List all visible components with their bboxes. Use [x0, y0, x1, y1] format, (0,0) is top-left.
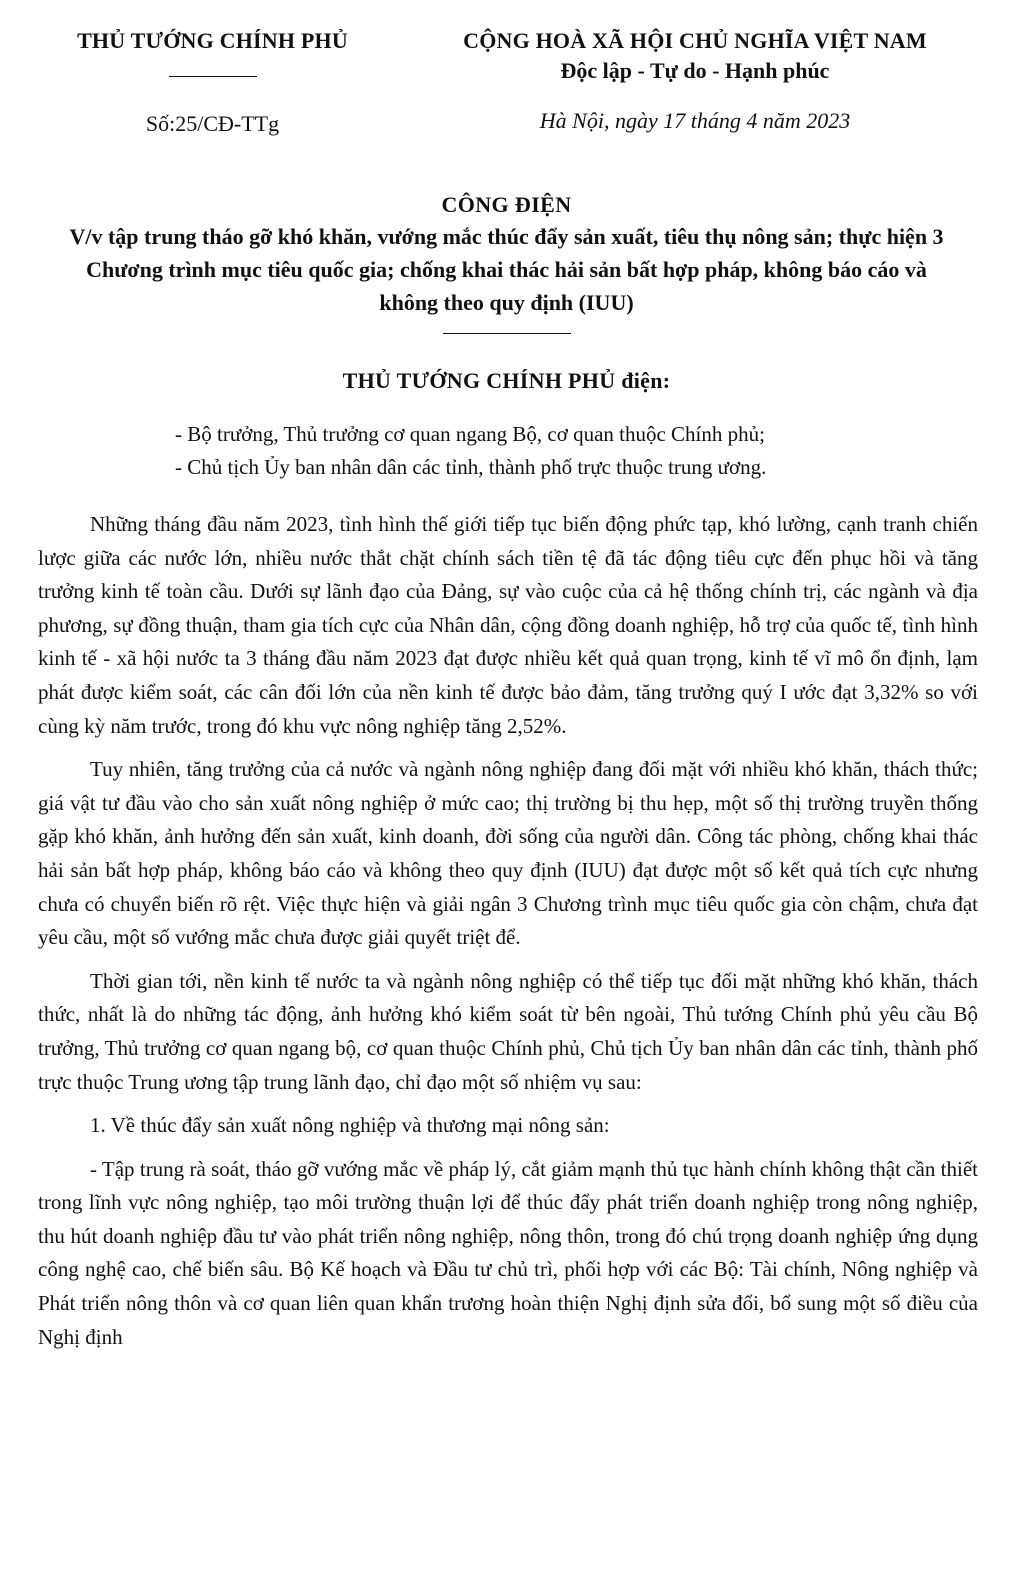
national-title: CỘNG HOÀ XÃ HỘI CHỦ NGHĨA VIỆT NAM — [463, 28, 927, 53]
place-and-date: Hà Nội, ngày 17 tháng 4 năm 2023 — [539, 108, 851, 133]
document-type: CÔNG ĐIỆN — [441, 192, 572, 217]
section-heading: 1. Về thúc đẩy sản xuất nông nghiệp và thương mại nông sản: — [90, 1113, 610, 1138]
title-block — [40, 192, 973, 334]
agency-underline — [169, 76, 257, 77]
body-paragraph: Thời gian tới, nền kinh tế nước ta và ngành nông nghiệp có thể tiếp tục đối mặt những khó khăn, thách thức, nhất là do những tác động, ảnh hưởng khó kiểm soát từ bên ngoài, Thủ tướng Chính phủ yêu cầu Bộ trưởng, Thủ trưởng cơ quan ngang bộ, cơ quan thuộc Chính phủ, Chủ tịch Ủy ban nhân dân các tỉnh, thành phố trực thuộc Trung ương tập trung lãnh đạo, chỉ đạo một số nhiệm vụ sau: — [38, 968, 978, 1094]
document-body — [38, 508, 978, 1364]
issuing-agency: THỦ TƯỚNG CHÍNH PHỦ — [77, 28, 348, 53]
addresser-line: THỦ TƯỚNG CHÍNH PHỦ điện: — [342, 368, 671, 393]
body-paragraph: - Tập trung rà soát, tháo gỡ vướng mắc về pháp lý, cắt giảm mạnh thủ tục hành chính không thật cần thiết trong lĩnh vực nông nghiệp, tạo môi trường thuận lợi để thúc đẩy phát triển doanh nghiệp trong nông nghiệp, thu hút doanh nghiệp đầu tư vào phát triển nông nghiệp, nông thôn, trong đó chú trọng doanh nghiệp ứng dụng công nghệ cao, chế biến sâu. Bộ Kế hoạch và Đầu tư chủ trì, phối hợp với các Bộ: Tài chính, Nông nghiệp và Phát triển nông thôn và cơ quan liên quan khẩn trương hoàn thiện Nghị định sửa đổi, bổ sung một số điều của Nghị định — [38, 1156, 978, 1349]
body-paragraph: Tuy nhiên, tăng trưởng của cả nước và ngành nông nghiệp đang đối mặt với nhiều khó khăn, thách thức; giá vật tư đầu vào cho sản xuất nông nghiệp ở mức cao; thị trường bị thu hẹp, một số thị trường truyền thống gặp khó khăn, ảnh hưởng đến sản xuất, kinh doanh, đời sống của người dân. Công tác phòng, chống khai thác hải sản bất hợp pháp, không báo cáo và không theo quy định (IUU) đạt được một số kết quả tích cực nhưng chưa có chuyển biến rõ rệt. Việc thực hiện và giải ngân 3 Chương trình mục tiêu quốc gia còn chậm, chưa đạt yêu cầu, một số vướng mắc chưa được giải quyết triệt để. — [38, 757, 978, 950]
title-divider — [443, 333, 571, 334]
national-motto: Độc lập - Tự do - Hạnh phúc — [560, 58, 830, 83]
body-paragraph: Những tháng đầu năm 2023, tình hình thế giới tiếp tục biến động phức tạp, khó lường, cạnh tranh chiến lược giữa các nước lớn, nhiều nước thắt chặt chính sách tiền tệ đã tác động tiêu cực đến phục hồi và tăng trưởng kinh tế toàn cầu. Dưới sự lãnh đạo của Đảng, sự vào cuộc của cả hệ thống chính trị, các ngành và địa phương, sự đồng thuận, tham gia tích cực của Nhân dân, cộng đồng doanh nghiệp, hỗ trợ của quốc tế, tình hình kinh tế - xã hội nước ta 3 tháng đầu năm 2023 đạt được nhiều kết quả quan trọng, kinh tế vĩ mô ổn định, lạm phát được kiểm soát, các cân đối lớn của nền kinh tế được bảo đảm, tăng trưởng quý I ước đạt 3,32% so với cùng kỳ năm trước, trong đó khu vực nông nghiệp tăng 2,52%. — [38, 512, 978, 738]
recipients-list — [175, 418, 975, 484]
document-subject: V/v tập trung tháo gỡ khó khăn, vướng mắc thúc đẩy sản xuất, tiêu thụ nông sản; thực hiện 3 Chương trình mục tiêu quốc gia; chống khai thác hải sản bất hợp pháp, không báo cáo và không theo quy định (IUU) — [69, 224, 944, 315]
issuer-block — [40, 28, 385, 137]
recipient-item: - Chủ tịch Ủy ban nhân dân các tỉnh, thành phố trực thuộc trung ương. — [175, 455, 767, 479]
recipient-item: - Bộ trưởng, Thủ trưởng cơ quan ngang Bộ, cơ quan thuộc Chính phủ; — [175, 422, 765, 446]
national-heading — [395, 28, 995, 134]
document-number: Số:25/CĐ-TTg — [145, 111, 280, 136]
